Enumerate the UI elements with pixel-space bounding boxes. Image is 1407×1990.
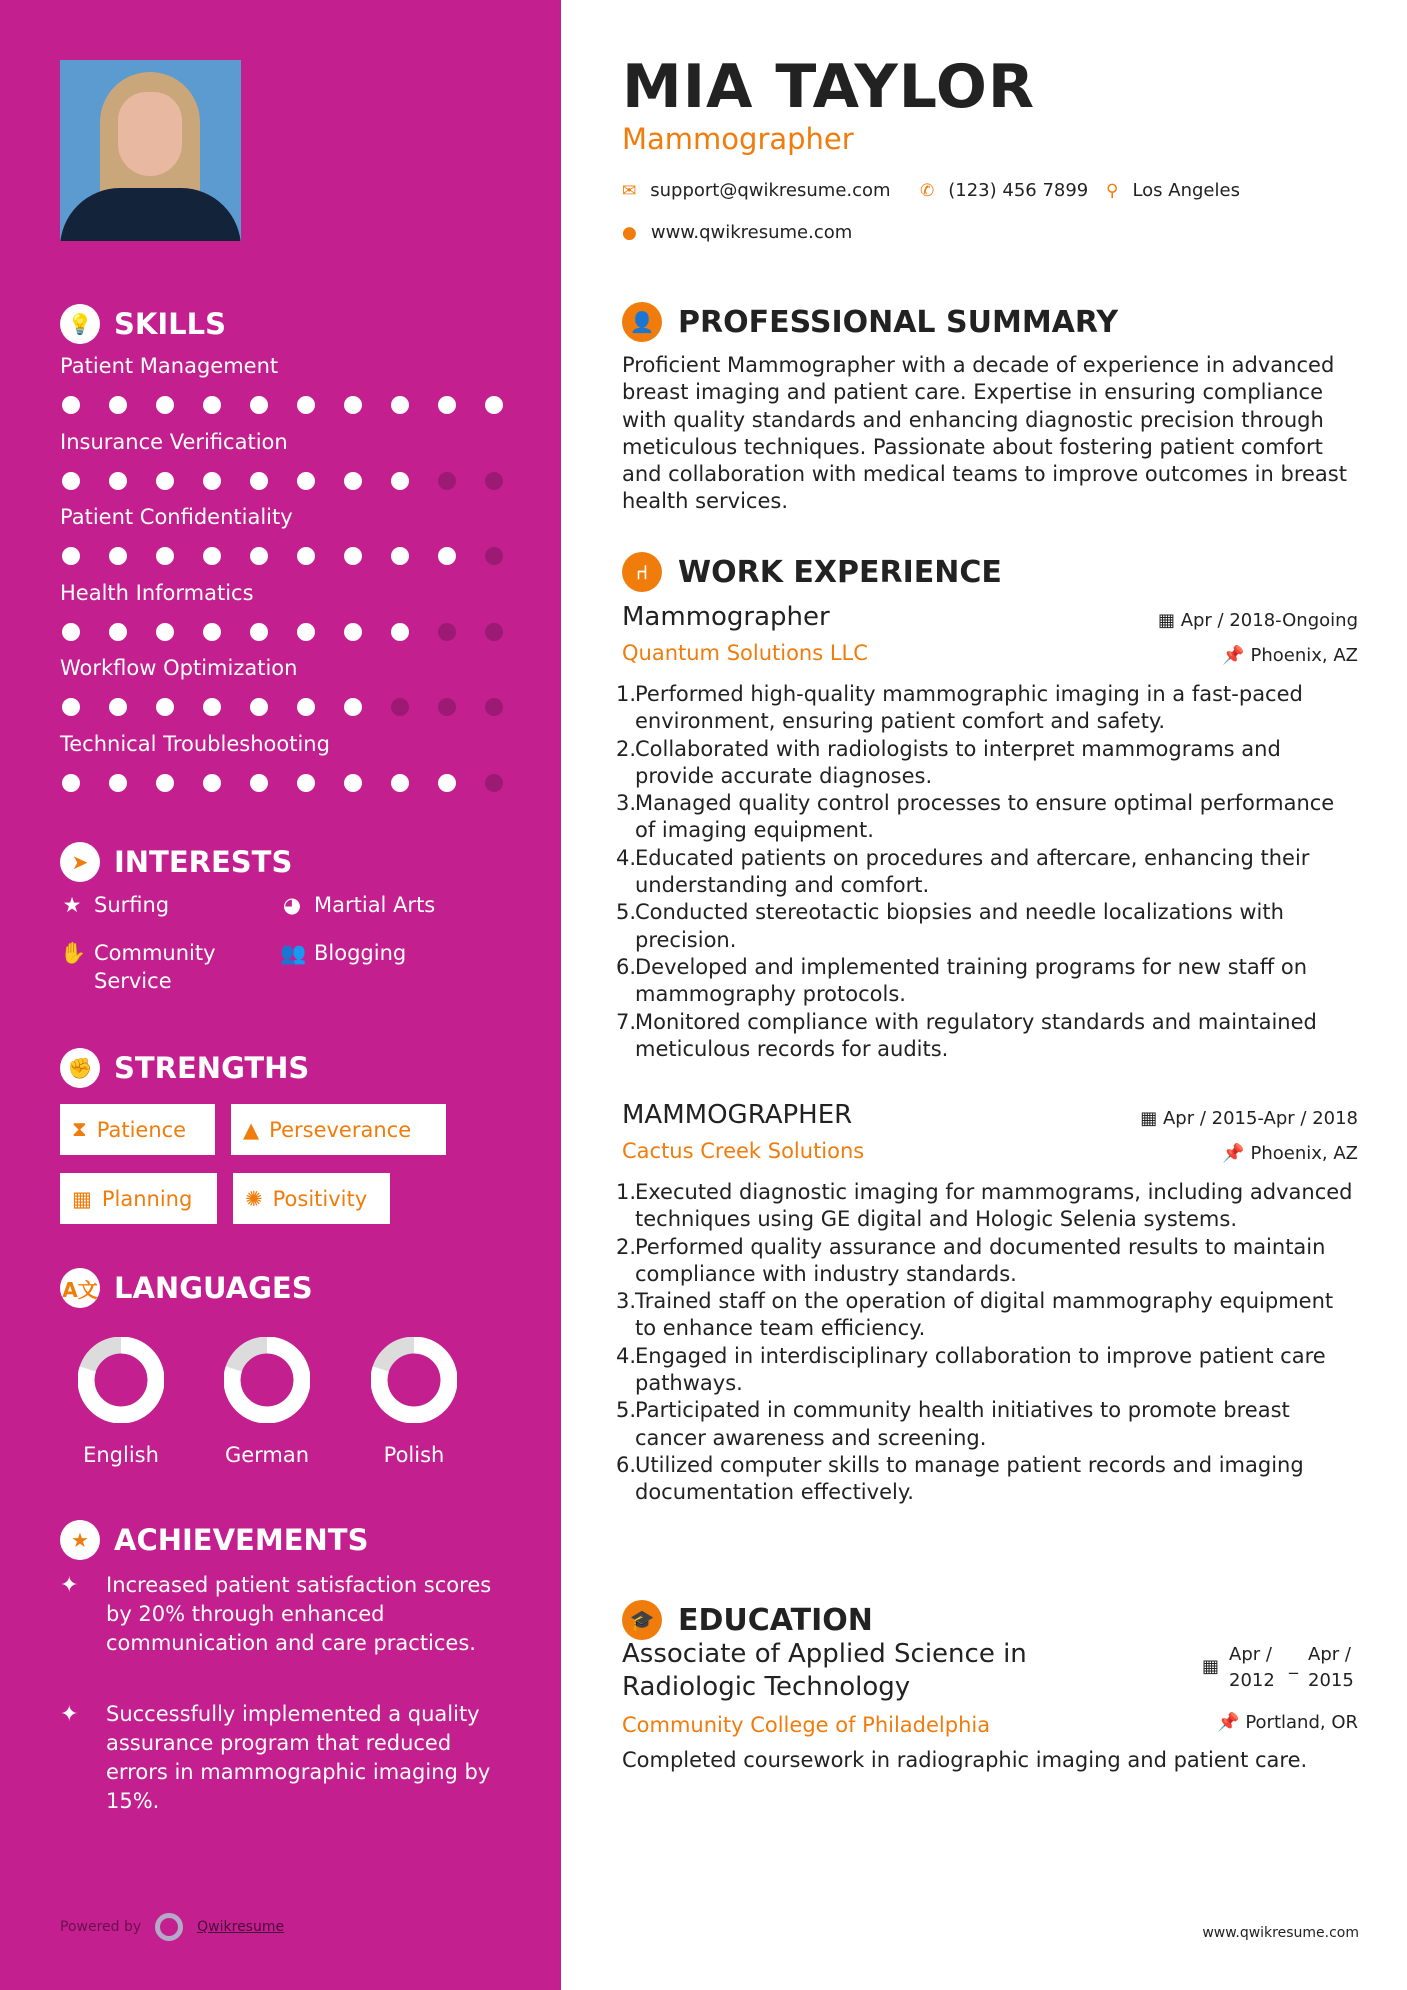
bullet-item: 7. Monitored compliance with regulatory standards and maintained meticulous records for audits. (616, 1009, 1317, 1061)
phone-icon: ✆ (920, 180, 935, 201)
job-position: Mammographer (622, 602, 830, 632)
rating-dot (485, 698, 503, 716)
job-location: 📌 Phoenix, AZ (1222, 1143, 1358, 1164)
rating-dot (438, 547, 456, 565)
profile-photo (60, 60, 241, 241)
bullet-item: 5. Conducted stereotactic biopsies and needle localizations with precision. (616, 900, 1284, 952)
rating-dot (438, 472, 456, 490)
rating-dot (250, 623, 268, 641)
job-bullets (616, 681, 1358, 1063)
rating-dot (344, 547, 362, 565)
hourglass-icon: ⧗ (72, 1117, 87, 1141)
skill-name: Patient Management (60, 354, 279, 378)
map-pin-icon: ⚲ (1106, 180, 1119, 201)
rating-dot (62, 472, 80, 490)
rating-dot (156, 396, 174, 414)
rating-dot (62, 547, 80, 565)
achievement-item: ✦ Increased patient satisfaction scores by 20% through enhanced communication and care practices. (60, 1571, 500, 1658)
rating-dot (391, 547, 409, 565)
strengths-heading: ✊ STRENGTHS (60, 1048, 309, 1088)
bullet-item: 5. Participated in community health initiatives to promote breast cancer awareness and screening. (616, 1398, 1290, 1450)
language-item (61, 1337, 181, 1467)
rating-dot (485, 774, 503, 792)
rating-dot (344, 623, 362, 641)
rating-dot (485, 472, 503, 490)
star-icon: ✦ (60, 1573, 79, 1598)
rating-dot (62, 396, 80, 414)
rating-dot (391, 472, 409, 490)
rating-dot (203, 698, 221, 716)
strength-badge: ✺ Positivity (233, 1173, 390, 1224)
trophy-star-icon: ★ (60, 1520, 100, 1560)
job-dates: ▦ Apr / 2015-Apr / 2018 (1140, 1108, 1358, 1129)
experience-heading: ⑁ WORK EXPERIENCE (622, 552, 1002, 592)
rating-dot (109, 547, 127, 565)
calendar-icon: ▦ (72, 1186, 92, 1211)
pushpin-icon: 📌 (1217, 1712, 1240, 1733)
bullet-item: 2. Collaborated with radiologists to interpret mammograms and provide accurate diagnoses. (616, 736, 1281, 788)
interests-heading: ➤ INTERESTS (60, 842, 292, 882)
rating-dot (297, 547, 315, 565)
skill-rating (60, 698, 520, 716)
skill-name: Workflow Optimization (60, 656, 298, 680)
translate-icon: A文 (60, 1268, 100, 1308)
language-name: Polish (383, 1443, 445, 1467)
education-description: Completed coursework in radiographic imaging and patient care. (622, 1748, 1308, 1772)
strength-badge: ▲ Perseverance (231, 1104, 446, 1155)
rating-dot (156, 774, 174, 792)
pushpin-icon: 📌 (1222, 1143, 1245, 1164)
fist-icon: ✊ (60, 1048, 100, 1088)
powered-by: Powered by Qwikresume (60, 1913, 284, 1941)
rating-dot (391, 623, 409, 641)
candidate-name: MIA TAYLOR (622, 52, 1036, 122)
rating-dot (203, 472, 221, 490)
rating-dot (250, 698, 268, 716)
school: Community College of Philadelphia (622, 1713, 991, 1737)
contact-location: ⚲ Los Angeles (1106, 180, 1240, 201)
job-title: Mammographer (622, 122, 854, 156)
skill-name: Technical Troubleshooting (60, 731, 330, 756)
office-chair-icon: ⑁ (622, 552, 662, 592)
rating-dot (109, 698, 127, 716)
rating-dot (109, 774, 127, 792)
paper-plane-icon: ➤ (60, 842, 100, 882)
education-location: 📌 Portland, OR (1217, 1712, 1358, 1733)
skill-rating (60, 472, 520, 490)
skill-name: Health Informatics (60, 580, 254, 605)
rating-dot (203, 547, 221, 565)
star-icon: ✦ (60, 1702, 79, 1727)
rating-dot (250, 547, 268, 565)
language-item (207, 1337, 327, 1467)
skills-heading: 💡 SKILLS (60, 304, 226, 344)
skill-item (60, 732, 520, 792)
rating-dot (297, 698, 315, 716)
skill-item (60, 581, 520, 641)
job-position: MAMMOGRAPHER (622, 1100, 853, 1130)
achievements-heading: ★ ACHIEVEMENTS (60, 1520, 368, 1560)
skill-item (60, 430, 520, 490)
hand-icon: ✋ (60, 941, 87, 965)
bullet-item: 4. Educated patients on procedures and aftercare, enhancing their understanding and comfort. (616, 845, 1310, 898)
graduate-icon: 🎓 (622, 1600, 662, 1640)
language-donut (78, 1337, 164, 1423)
interest-item: ★ Surfing (60, 891, 169, 919)
rating-dot (438, 774, 456, 792)
rating-dot (109, 396, 127, 414)
contact-email[interactable]: ✉ support@qwikresume.com (622, 180, 891, 201)
rating-dot (485, 547, 503, 565)
skill-rating (60, 623, 520, 641)
skill-rating (60, 396, 520, 414)
globe-icon: ◕ (282, 893, 302, 917)
skill-rating (60, 547, 520, 565)
rating-dot (250, 396, 268, 414)
rating-dot (156, 623, 174, 641)
job-entry (616, 1100, 1358, 1507)
summary-text: Proficient Mammographer with a decade of experience in advanced breast imaging and patient care. Expertise in ensuring compliance with quality standards and enhancing diagnostic precision through meticulous techniques. Passionate about fostering patient comfort and collaboration with medical teams to improve outcomes in breast health services. (622, 353, 1347, 514)
degree: Associate of Applied Science in Radiologic Technology (622, 1639, 1027, 1702)
rating-dot (391, 774, 409, 792)
rating-dot (438, 396, 456, 414)
rating-dot (156, 547, 174, 565)
bullet-item: 6. Utilized computer skills to manage patient records and imaging documentation effectively. (616, 1452, 1304, 1505)
bullet-item: 3. Managed quality control processes to ensure optimal performance of imaging equipment. (616, 791, 1335, 843)
job-location: 📌 Phoenix, AZ (1222, 645, 1358, 666)
users-icon: 👥 (280, 941, 307, 965)
skill-name: Patient Confidentiality (60, 505, 293, 529)
rating-dot (156, 698, 174, 716)
footer-website[interactable]: www.qwikresume.com (1202, 1925, 1359, 1941)
bullet-item: 6. Developed and implemented training programs for new staff on mammography protocols. (616, 954, 1308, 1007)
interest-item: 👥 Blogging (280, 941, 407, 965)
job-entry (616, 602, 1358, 1063)
rating-dot (344, 698, 362, 716)
job-bullets (616, 1179, 1358, 1507)
rating-dot (203, 396, 221, 414)
language-name: German (224, 1443, 310, 1467)
education-dates: ▦ Apr / 2012 _ Apr / 2015 (1202, 1642, 1358, 1694)
globe-icon: ● (622, 222, 637, 243)
rating-dot (156, 472, 174, 490)
rating-dot (297, 396, 315, 414)
bullet-item: 1. Performed high-quality mammographic imaging in a fast-paced environment, ensuring patient comfort and safety. (616, 682, 1303, 734)
skill-item (60, 354, 520, 414)
language-donut (371, 1337, 457, 1423)
rating-dot (391, 698, 409, 716)
envelope-icon: ✉ (622, 180, 637, 201)
bullet-item: 2. Performed quality assurance and documented results to maintain compliance with industry standards. (616, 1234, 1326, 1286)
interest-item: ✋ Community Service (60, 941, 216, 993)
road-icon: ▲ (243, 1117, 260, 1142)
lightbulb-icon: 💡 (60, 304, 100, 344)
sun-icon: ✺ (245, 1186, 263, 1211)
education-heading: 🎓 EDUCATION (622, 1600, 873, 1640)
rating-dot (203, 623, 221, 641)
calendar-icon: ▦ (1157, 610, 1175, 631)
rating-dot (485, 623, 503, 641)
skill-name: Insurance Verification (60, 429, 288, 454)
education-entry (622, 1638, 1358, 1774)
rating-dot (344, 472, 362, 490)
calendar-icon: ▦ (1201, 1656, 1219, 1677)
qwikresume-link[interactable]: Qwikresume (197, 1919, 285, 1935)
rating-dot (297, 472, 315, 490)
rating-dot (62, 698, 80, 716)
contact-phone[interactable]: ✆ (123) 456 7899 (920, 180, 1089, 201)
skill-item (60, 656, 520, 716)
rating-dot (344, 774, 362, 792)
bullet-item: 4. Engaged in interdisciplinary collaboration to improve patient care pathways. (616, 1343, 1326, 1396)
skill-item (60, 505, 520, 565)
company-name: Quantum Solutions LLC (622, 641, 868, 665)
language-donut (224, 1337, 310, 1423)
skill-rating (60, 774, 520, 792)
bullet-item: 1. Executed diagnostic imaging for mammograms, including advanced techniques using GE digital and Hologic Selenia systems. (616, 1180, 1353, 1232)
rating-dot (203, 774, 221, 792)
bullet-item: 3. Trained staff on the operation of digital mammography equipment to enhance team efficiency. (616, 1289, 1334, 1341)
contact-website[interactable]: ● www.qwikresume.com (622, 222, 853, 243)
language-item (354, 1337, 474, 1467)
rating-dot (62, 774, 80, 792)
rating-dot (109, 472, 127, 490)
strength-badge: ▦ Planning (60, 1173, 217, 1224)
rating-dot (250, 774, 268, 792)
language-name: English (83, 1443, 159, 1467)
rating-dot (62, 623, 80, 641)
rating-dot (438, 698, 456, 716)
languages-heading: A文 LANGUAGES (60, 1268, 313, 1308)
rating-dot (297, 623, 315, 641)
rating-dot (344, 396, 362, 414)
pushpin-icon: 📌 (1222, 645, 1245, 666)
summary-heading: 👤 PROFESSIONAL SUMMARY (622, 302, 1118, 342)
calendar-icon: ▦ (1140, 1108, 1158, 1129)
rating-dot (438, 623, 456, 641)
rating-dot (391, 396, 409, 414)
user-icon: 👤 (622, 302, 662, 342)
sidebar (0, 0, 561, 1990)
strength-badge: ⧗ Patience (60, 1104, 215, 1155)
job-dates: ▦ Apr / 2018-Ongoing (1157, 610, 1358, 631)
interest-item: ◕ Martial Arts (280, 891, 435, 919)
rating-dot (485, 396, 503, 414)
star-icon: ★ (62, 893, 82, 917)
qwikresume-logo-icon (155, 1913, 183, 1941)
achievement-item: ✦ Successfully implemented a quality assurance program that reduced errors in mammographic imaging by 15%. (60, 1700, 500, 1816)
rating-dot (297, 774, 315, 792)
company-name: Cactus Creek Solutions (622, 1139, 865, 1163)
rating-dot (109, 623, 127, 641)
rating-dot (250, 472, 268, 490)
